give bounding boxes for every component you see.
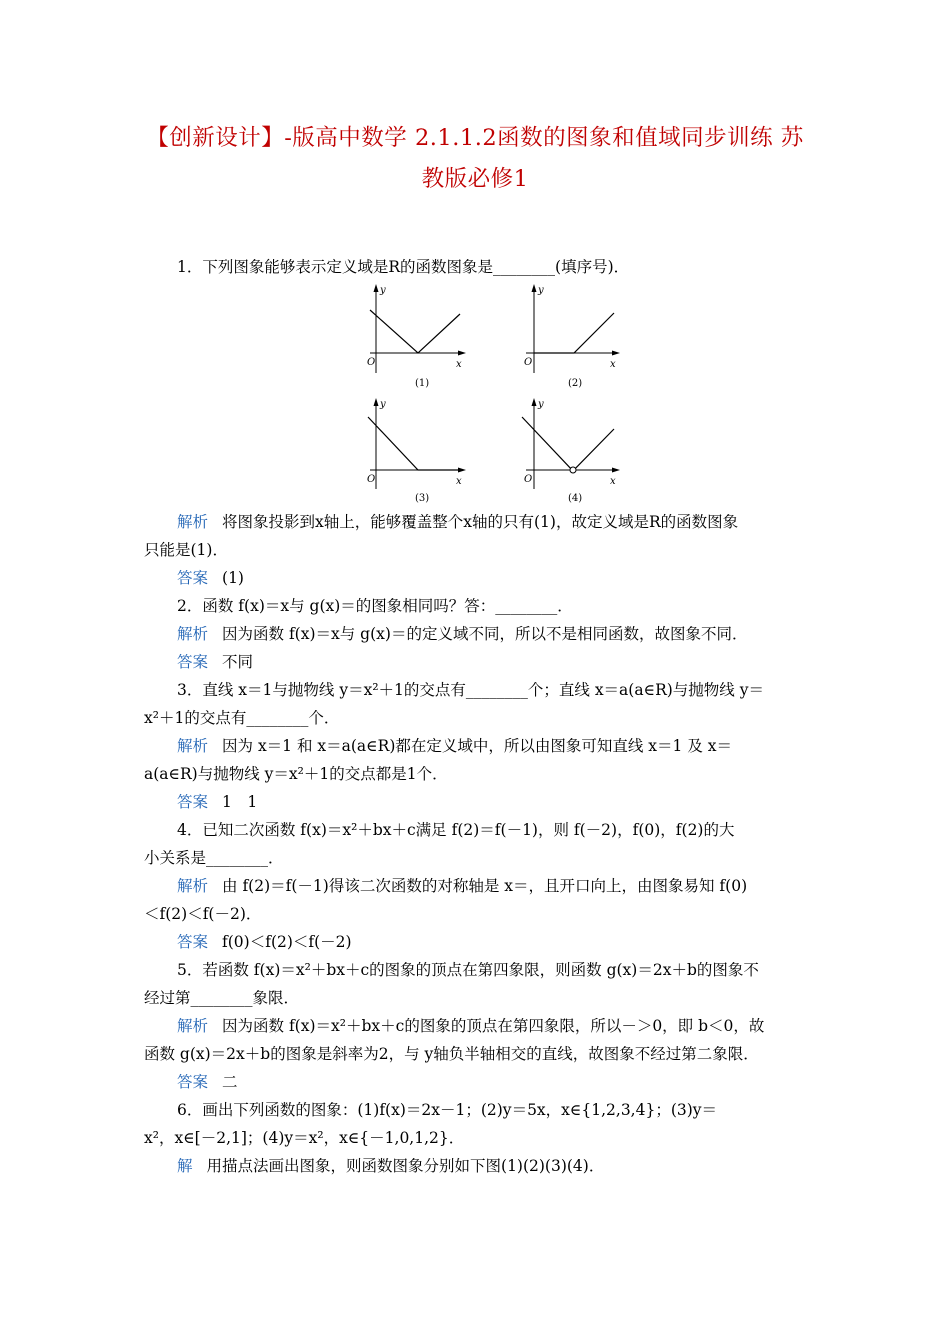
graph-2-origin: O xyxy=(524,357,533,368)
q1-text: 1．下列图象能够表示定义域是R的函数图象是________(填序号)． xyxy=(177,258,630,276)
graph-4-x-label: x xyxy=(610,476,616,487)
q5-answer-value: 二 xyxy=(222,1073,238,1091)
graph-1-y-label: y xyxy=(380,285,386,296)
analysis-tag: 解析 xyxy=(177,513,209,531)
q5-text-line-1: 5．若函数 f(x)＝x²＋bx＋c的图象的顶点在第四象限，则函数 g(x)＝2x＋b的图象不 xyxy=(177,961,759,979)
answer-tag: 答案 xyxy=(177,569,209,587)
q5-analysis-line-2: 函数 g(x)＝2x＋b的图象是斜率为2，与 y轴负半轴相交的直线，故图象不经过第二象限． xyxy=(144,1045,759,1063)
graph-3-origin: O xyxy=(367,474,376,485)
graph-1-caption: (1) xyxy=(415,378,430,389)
q3-text-line-2: x²＋1的交点有________个． xyxy=(144,709,340,727)
document-title xyxy=(120,118,830,200)
graph-1-origin: O xyxy=(367,357,376,368)
q5-text-line-2: 经过第________象限． xyxy=(144,989,300,1007)
q4-analysis-line-1: 由 f(2)＝f(－1)得该二次函数的对称轴是 x＝，且开口向上，由图象易知 f(0) xyxy=(222,877,748,895)
analysis-tag: 解析 xyxy=(177,625,209,643)
q1-analysis-line-1: 将图象投影到x轴上，能够覆盖整个x轴的只有(1)，故定义域是R的函数图象 xyxy=(222,513,739,531)
q2-analysis xyxy=(177,624,747,644)
q4-text-line-2: 小关系是________． xyxy=(144,849,284,867)
q1-analysis xyxy=(177,512,738,532)
q5-analysis-line-1: 因为函数 f(x)＝x²＋bx＋c的图象的顶点在第四象限，所以－＞0，即 b＜0，故 xyxy=(222,1017,765,1035)
graph-4-y-label: y xyxy=(538,399,544,410)
analysis-tag: 解析 xyxy=(177,737,209,755)
answer-tag: 答案 xyxy=(177,1073,209,1091)
graph-3 xyxy=(358,397,473,507)
q4-analysis xyxy=(177,876,747,896)
q2-analysis-text: 因为函数 f(x)＝x与 g(x)＝的定义域不同，所以不是相同函数，故图象不同． xyxy=(222,625,748,643)
q3-analysis xyxy=(177,736,732,756)
analysis-tag: 解析 xyxy=(177,1017,209,1035)
graph-2-y-label: y xyxy=(538,285,544,296)
answer-tag: 答案 xyxy=(177,653,209,671)
graph-2-caption: (2) xyxy=(568,378,583,389)
q4-answer-value: f(0)＜f(2)＜f(－2) xyxy=(222,933,352,951)
q2-answer-value: 不同 xyxy=(222,653,254,671)
graph-3-y-label: y xyxy=(380,399,386,410)
q3-answer xyxy=(177,792,257,812)
analysis-tag: 解析 xyxy=(177,877,209,895)
q3-analysis-line-2: a(a∈R)与抛物线 y＝x²＋1的交点都是1个． xyxy=(144,765,448,783)
q6-solution xyxy=(177,1156,604,1176)
graph-4-caption: (4) xyxy=(568,493,583,504)
graph-1 xyxy=(358,283,473,393)
q6-solution-text: 用描点法画出图象，则函数图象分别如下图(1)(2)(3)(4)． xyxy=(206,1157,605,1175)
q3-answer-value: 1 1 xyxy=(222,793,258,811)
graph-4 xyxy=(512,397,627,507)
q3-text-line-1: 3．直线 x＝1与抛物线 y＝x²＋1的交点有________个；直线 x＝a(a∈R)与抛物线 y＝ xyxy=(177,681,764,699)
graph-2-x-label: x xyxy=(610,359,616,370)
graph-2 xyxy=(512,283,627,393)
q2-text: 2．函数 f(x)＝x与 g(x)＝的图象相同吗？答：________． xyxy=(177,597,573,615)
q2-answer xyxy=(177,652,253,672)
q6-text-line-1: 6．画出下列函数的图象：(1)f(x)＝2x－1；(2)y＝5x，x∈{1,2,3,4}；(3)y＝ xyxy=(177,1101,718,1119)
q1-analysis-line-2: 只能是(1)． xyxy=(144,541,228,559)
q6-text-line-2: x²，x∈[－2,1]；(4)y＝x²，x∈{－1,0,1,2}． xyxy=(144,1129,465,1147)
graph-4-origin: O xyxy=(524,474,533,485)
answer-tag: 答案 xyxy=(177,933,209,951)
q4-analysis-line-2: ＜f(2)＜f(－2)． xyxy=(144,905,262,923)
q4-answer xyxy=(177,932,352,952)
q1-answer-value: (1) xyxy=(222,569,244,587)
q5-answer xyxy=(177,1072,238,1092)
answer-tag: 答案 xyxy=(177,793,209,811)
q5-analysis xyxy=(177,1016,764,1036)
graph-3-caption: (3) xyxy=(415,493,430,504)
title-line-2: 教版必修1 xyxy=(421,166,529,192)
graph-1-x-label: x xyxy=(456,359,462,370)
q1-answer xyxy=(177,568,244,588)
graph-3-x-label: x xyxy=(456,476,462,487)
q3-analysis-line-1: 因为 x＝1 和 x＝a(a∈R)都在定义域中，所以由图象可知直线 x＝1 及 x＝ xyxy=(222,737,732,755)
solution-tag: 解 xyxy=(177,1157,193,1175)
title-line-1: 【创新设计】-版高中数学 2.1.1.2函数的图象和值域同步训练 苏 xyxy=(146,125,804,151)
q4-text-line-1: 4．已知二次函数 f(x)＝x²＋bx＋c满足 f(2)＝f(－1)，则 f(－2)，f(0)，f(2)的大 xyxy=(177,821,735,839)
